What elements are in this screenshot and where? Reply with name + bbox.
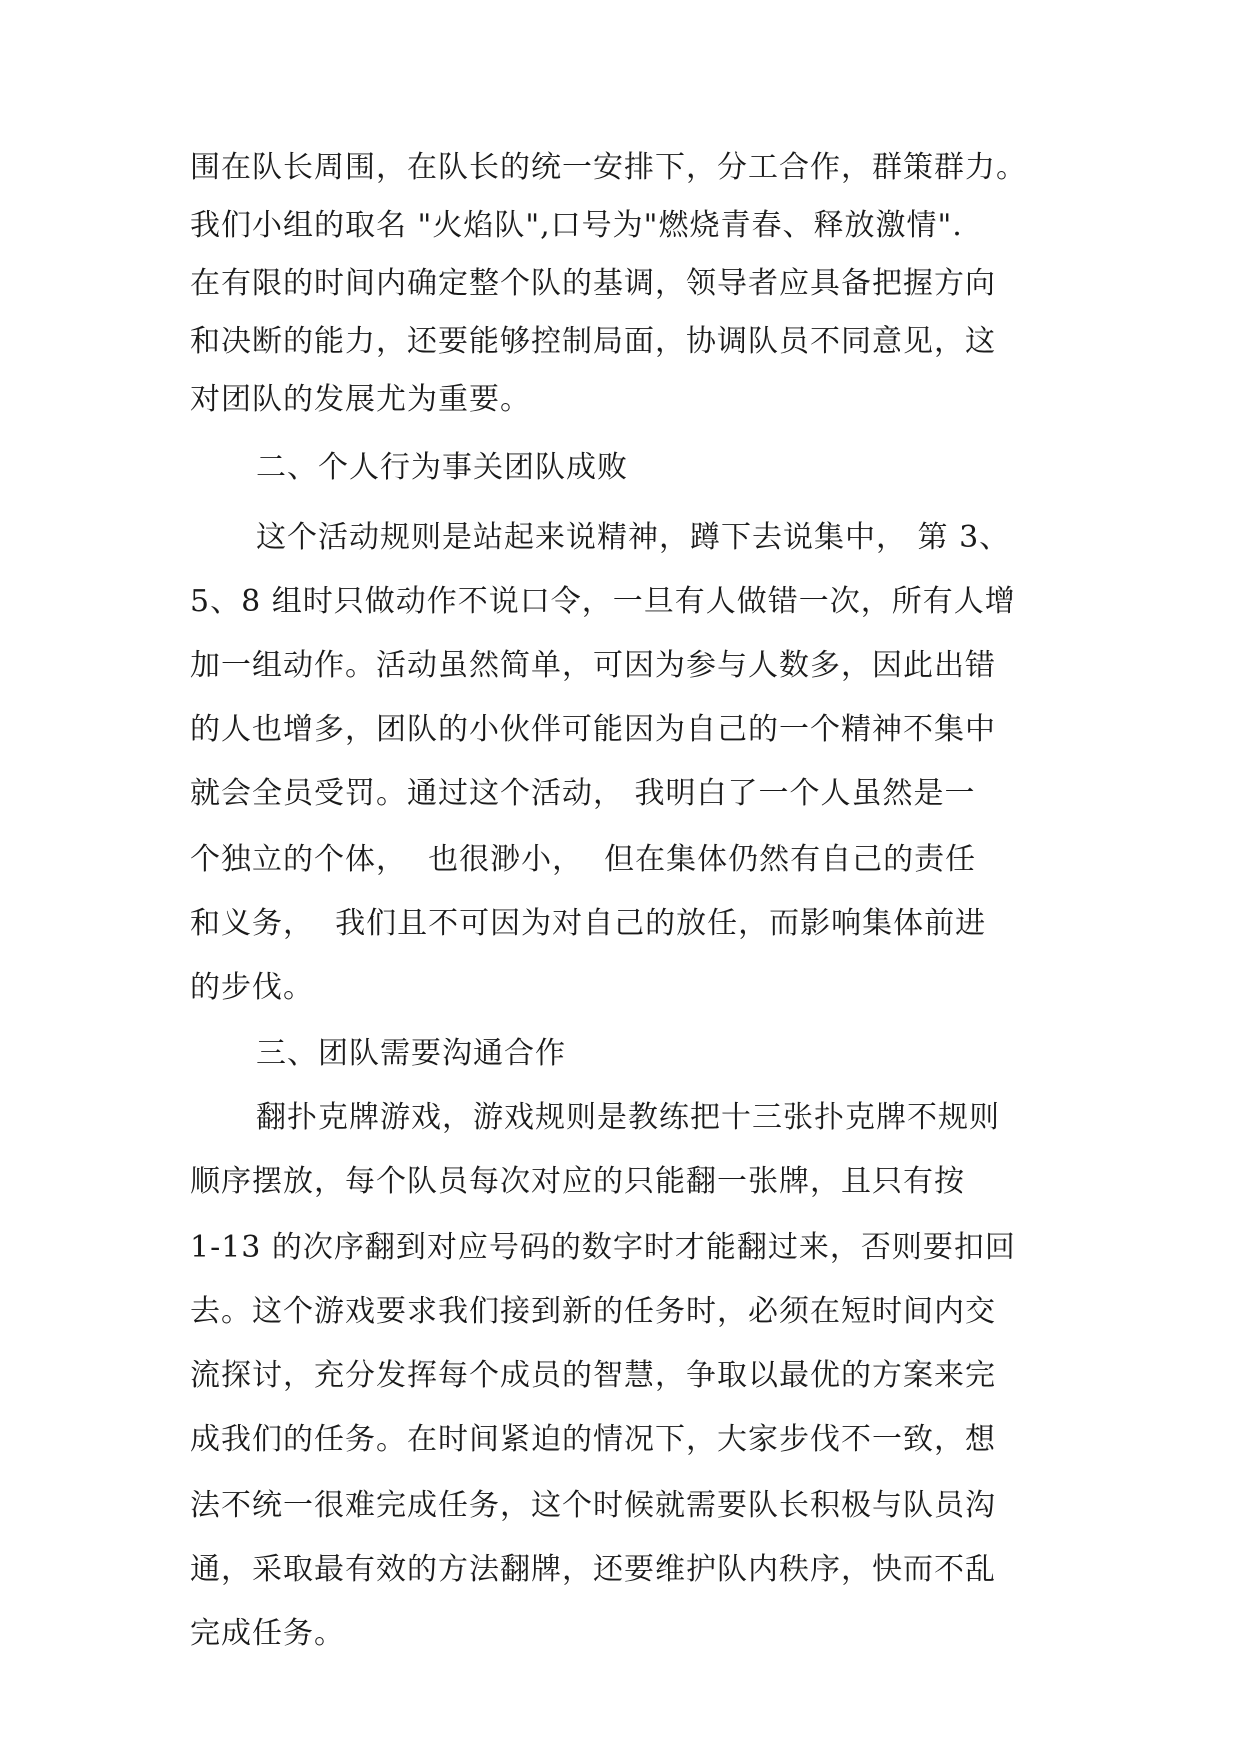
text-line: 我们小组的取名 "火焰队",口号为"燃烧青春、释放激情". (190, 208, 963, 243)
text-line: 和决断的能力，还要能够控制局面，协调队员不同意见，这 (190, 324, 996, 359)
text-line: 通，采取最有效的方法翻牌，还要维护队内秩序，快而不乱 (190, 1552, 996, 1587)
text-line: 围在队长周围，在队长的统一安排下，分工合作，群策群力。 (190, 150, 1027, 185)
text-line: 法不统一很难完成任务，这个时候就需要队长积极与队员沟 (190, 1488, 996, 1523)
text-line: 5、8 组时只做动作不说口令，一旦有人做错一次，所有人增 (190, 584, 1016, 619)
section-heading: 三、团队需要沟通合作 (256, 1036, 566, 1071)
text-line: 加一组动作。活动虽然简单，可因为参与人数多，因此出错 (190, 648, 996, 683)
text-line: 成我们的任务。在时间紧迫的情况下，大家步伐不一致，想 (190, 1422, 996, 1457)
text-line: 去。这个游戏要求我们接到新的任务时，必须在短时间内交 (190, 1294, 996, 1329)
text-line: 流探讨，充分发挥每个成员的智慧，争取以最优的方案来完 (190, 1358, 996, 1393)
text-line: 和义务， 我们且不可因为对自己的放任，而影响集体前进 (190, 906, 987, 941)
text-line: 的步伐。 (190, 970, 314, 1005)
text-line: 的人也增多，团队的小伙伴可能因为自己的一个精神不集中 (190, 712, 996, 747)
text-line: 个独立的个体， 也很渺小， 但在集体仍然有自己的责任 (190, 842, 977, 877)
text-line: 就会全员受罚。通过这个活动， 我明白了一个人虽然是一 (190, 776, 976, 811)
text-line: 对团队的发展尤为重要。 (190, 382, 531, 417)
text-line: 完成任务。 (190, 1616, 345, 1651)
section-heading: 二、个人行为事关团队成败 (256, 450, 628, 485)
text-line: 顺序摆放，每个队员每次对应的只能翻一张牌，且只有按 (190, 1164, 965, 1199)
text-line: 翻扑克牌游戏，游戏规则是教练把十三张扑克牌不规则 (256, 1100, 1000, 1135)
text-line: 在有限的时间内确定整个队的基调，领导者应具备把握方向 (190, 266, 996, 301)
text-line: 1-13 的次序翻到对应号码的数字时才能翻过来，否则要扣回 (190, 1230, 1016, 1265)
text-line: 这个活动规则是站起来说精神，蹲下去说集中， 第 3、 (256, 520, 1011, 555)
